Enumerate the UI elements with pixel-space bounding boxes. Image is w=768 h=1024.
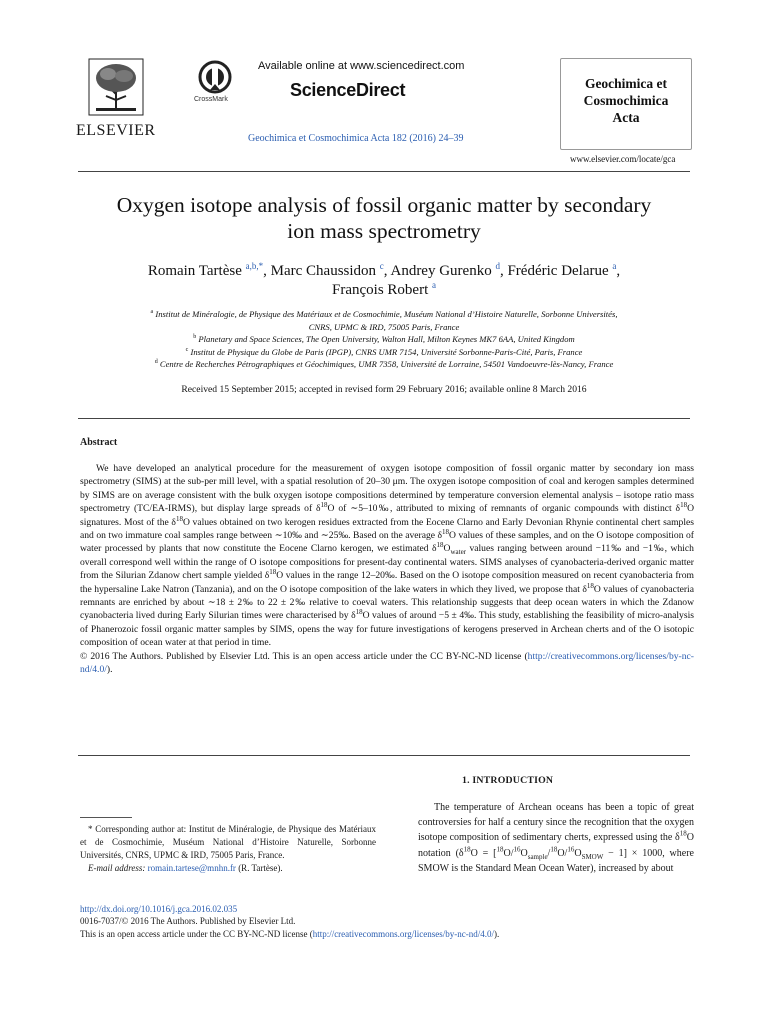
doi-link[interactable]: http://dx.doi.org/10.1016/j.gca.2016.02.035: [80, 904, 238, 914]
affil-text: Planetary and Space Sciences, The Open University, Walton Hall, Milton Keynes MK7 6AA, United Kingdom: [198, 334, 575, 344]
email-label: E-mail address:: [88, 863, 146, 873]
affiliations: [80, 308, 688, 371]
elsevier-tree-icon: [88, 58, 144, 116]
affiliation-a: [80, 308, 688, 321]
author-affil-sup[interactable]: a: [431, 280, 436, 290]
license-link[interactable]: http://creativecommons.org/licenses/by-nc-nd/4.0/: [80, 650, 694, 676]
author-name[interactable]: Romain Tartèse: [147, 263, 242, 279]
affil-key: d: [154, 359, 158, 365]
article-title-line-1: Oxygen isotope analysis of fossil organic matter by secondary: [116, 193, 652, 217]
affil-text: Institut de Minéralogie, de Physique des Matériaux et de Cosmochimie, Muséum National d’Histoire Naturelle, Sorbonne Universités,: [155, 309, 618, 319]
introduction-heading: 1. INTRODUCTION: [462, 775, 554, 786]
author-affil-sup[interactable]: c: [379, 261, 384, 271]
affil-key: c: [185, 346, 189, 353]
footnote-divider: [80, 817, 132, 818]
affil-text: Centre de Recherches Pétrographiques et Géochimiques, UMR 7358, Université de Lorraine, 54501 Vandoeuvre-lès-Nancy, France: [159, 359, 614, 369]
corresponding-author-footnote: [80, 823, 376, 875]
journal-title-line-1: Geochimica et: [584, 76, 668, 91]
corresponding-author-text: * Corresponding author at: Institut de Minéralogie, de Physique des Matériaux et de Cosmochimie, Muséum National d’Histoire Naturelle, Sorbonne Universités, CNRS, UPMC & IRD, 75005 Paris, France.: [80, 824, 376, 860]
author-name[interactable]: Frédéric Delarue: [507, 263, 609, 279]
sciencedirect-logo[interactable]: ScienceDirect: [290, 80, 406, 100]
abstract-paragraph: We have developed an analytical procedure for the measurement of oxygen isotope composition of fossil organic matter by secondary ion mass spectrometry (SIMS) at the sub-per mill level, with a spatial resolution of 20–30 μm. The oxygen isotope composition of coal and kerogen samples determined by SIMS are on average consistent with the bulk oxygen isotope compositions determined by temperature conversion elemental analysis – isotope ratio mass spectrometry (TC/EA-IRMS), but display large spreads of $\delta^{18}O$ of ∼5–10‰, attributed to mixing of remnants of organic compounds with distinct $\delta^{18}O$ signatures. Most of the $\delta^{18}O$ values obtained on two kerogen residues extracted from the Eocene Clarno and Early Devonian Rhynie continental chert samples and on two immature coal samples range between ∼10‰ and ∼25‰. Based on the average $\delta^{18}O$ values of these samples, and on the O isotope composition of water processed by plants that now constitute the Eocene Clarno kerogen, we estimated $\delta^{18}O_{water}$ values ranging between around −11‰ and −1‰, which overall correspond well within the range of O isotope compositions for present-day continental waters. SIMS analyses of cyanobacteria-derived organic matter from the Silurian Zdanow chert sample yielded $\delta^{18}O$ values in the range 12–20‰. Based on the O isotope composition measured on recent cyanobacteria from the hypersaline Lake Natron (Tanzania), and on the O isotope composition of the lake waters in which they lived, we propose that $\delta^{18}O$ values of cyanobacteria remnants are enriched by about ∼18 ± 2‰ to 22 ± 2‰ relative to coeval waters. This relationship suggests that deep ocean waters in which the Zdanow cyanobacteria lived during Early Silurian times were characterised by $\delta^{18}O$ values of around −5 ± 4‰. This study, establishing the feasibility of micro-analysis of Phanerozoic fossil organic matter samples by SIMS, opens the way for future investigations of kerogens preserved in Archean cherts and of the O isotopic composition of ocean water at that period in time.: [80, 463, 694, 649]
author-name[interactable]: Marc Chaussidon: [270, 263, 377, 279]
oa-text: This is an open access article under the CC BY-NC-ND license (: [80, 928, 313, 939]
journal-title-box[interactable]: [560, 58, 692, 150]
license-suffix: ).: [106, 664, 113, 676]
header-divider: [78, 171, 690, 172]
journal-citation-link[interactable]: Geochimica et Cosmochimica Acta 182 (2016) 24–39: [248, 133, 464, 144]
introduction-text: [418, 800, 694, 876]
affil-text: Institut de Physique du Globe de Paris (IPGP), CNRS UMR 7154, Université Sorbonne-Paris-Cité, Paris, France: [190, 346, 583, 357]
abstract-body: [80, 462, 694, 677]
author-affil-sup[interactable]: a: [612, 261, 617, 271]
email-line: [80, 862, 376, 875]
author-affil-sup[interactable]: d: [495, 261, 500, 271]
crossmark-label: CrossMark: [194, 96, 228, 103]
available-online-text: Available online at www.sciencedirect.com: [258, 60, 465, 72]
affiliation-d: [80, 358, 688, 371]
license-text: © 2016 The Authors. Published by Elsevier Ltd. This is an open access article under the CC BY-NC-ND license (: [80, 650, 528, 662]
abstract-bottom-divider: [78, 755, 690, 756]
journal-title-line-3: Acta: [612, 110, 640, 125]
journal-title: [561, 75, 691, 126]
affiliation-c: [80, 346, 688, 359]
article-title: [80, 192, 688, 244]
intro-paragraph: The temperature of Archean oceans has been a topic of great controversies for half a century since the recognition that the oxygen isotope composition of sedimentary cherts, expressed using the $\delta^{18}O$ notation ($\delta^{18}O = [^{18}O/^{16}O_{sample}/^{18}O/^{16}O_{SMOW} - 1] \times 1000$, where SMOW is the Standard Mean Ocean Water), increased by about: [418, 802, 694, 874]
elsevier-logo[interactable]: [76, 58, 156, 144]
journal-title-line-2: Cosmochimica: [583, 93, 669, 108]
author-email-link[interactable]: romain.tartese@mnhn.fr: [147, 863, 236, 873]
author-name[interactable]: François Robert: [332, 282, 429, 298]
elsevier-wordmark: ELSEVIER: [76, 122, 156, 139]
oa-suffix: ).: [493, 928, 500, 939]
affil-key: b: [193, 334, 197, 340]
article-footer: [80, 903, 694, 940]
oa-license-link[interactable]: http://creativecommons.org/licenses/by-nc-nd/4.0/: [312, 928, 494, 939]
crossmark-badge[interactable]: [192, 60, 238, 103]
article-title-line-2: ion mass spectrometry: [287, 219, 481, 243]
affil-key: a: [150, 309, 154, 315]
received-dates: Received 15 September 2015; accepted in revised form 29 February 2016; available online 8 March 2016: [181, 384, 587, 395]
affiliation-a-cont: CNRS, UPMC & IRD, 75005 Paris, France: [308, 321, 460, 332]
email-suffix: (R. Tartèse).: [238, 863, 283, 873]
issn-line: 0016-7037/© 2016 The Authors. Published by Elsevier Ltd.: [80, 916, 296, 927]
open-access-line: [80, 928, 694, 940]
author-name[interactable]: Andrey Gurenko: [390, 263, 492, 279]
abstract-top-divider: [78, 418, 690, 419]
abstract-heading: Abstract: [80, 437, 118, 448]
journal-homepage-url[interactable]: www.elsevier.com/locate/gca: [570, 154, 676, 164]
author-list: Romain Tartèse $^{a,b,*}$, Marc Chaussidon $^c$, Andrey Gurenko $^d$, Frédéric Delarue $^a$, François Robert $^a$: [147, 261, 621, 298]
abstract-license: [80, 650, 694, 677]
author-affil-sup[interactable]: a,b,*: [245, 261, 264, 271]
crossmark-icon: [198, 60, 232, 94]
affiliation-b: [80, 333, 688, 346]
